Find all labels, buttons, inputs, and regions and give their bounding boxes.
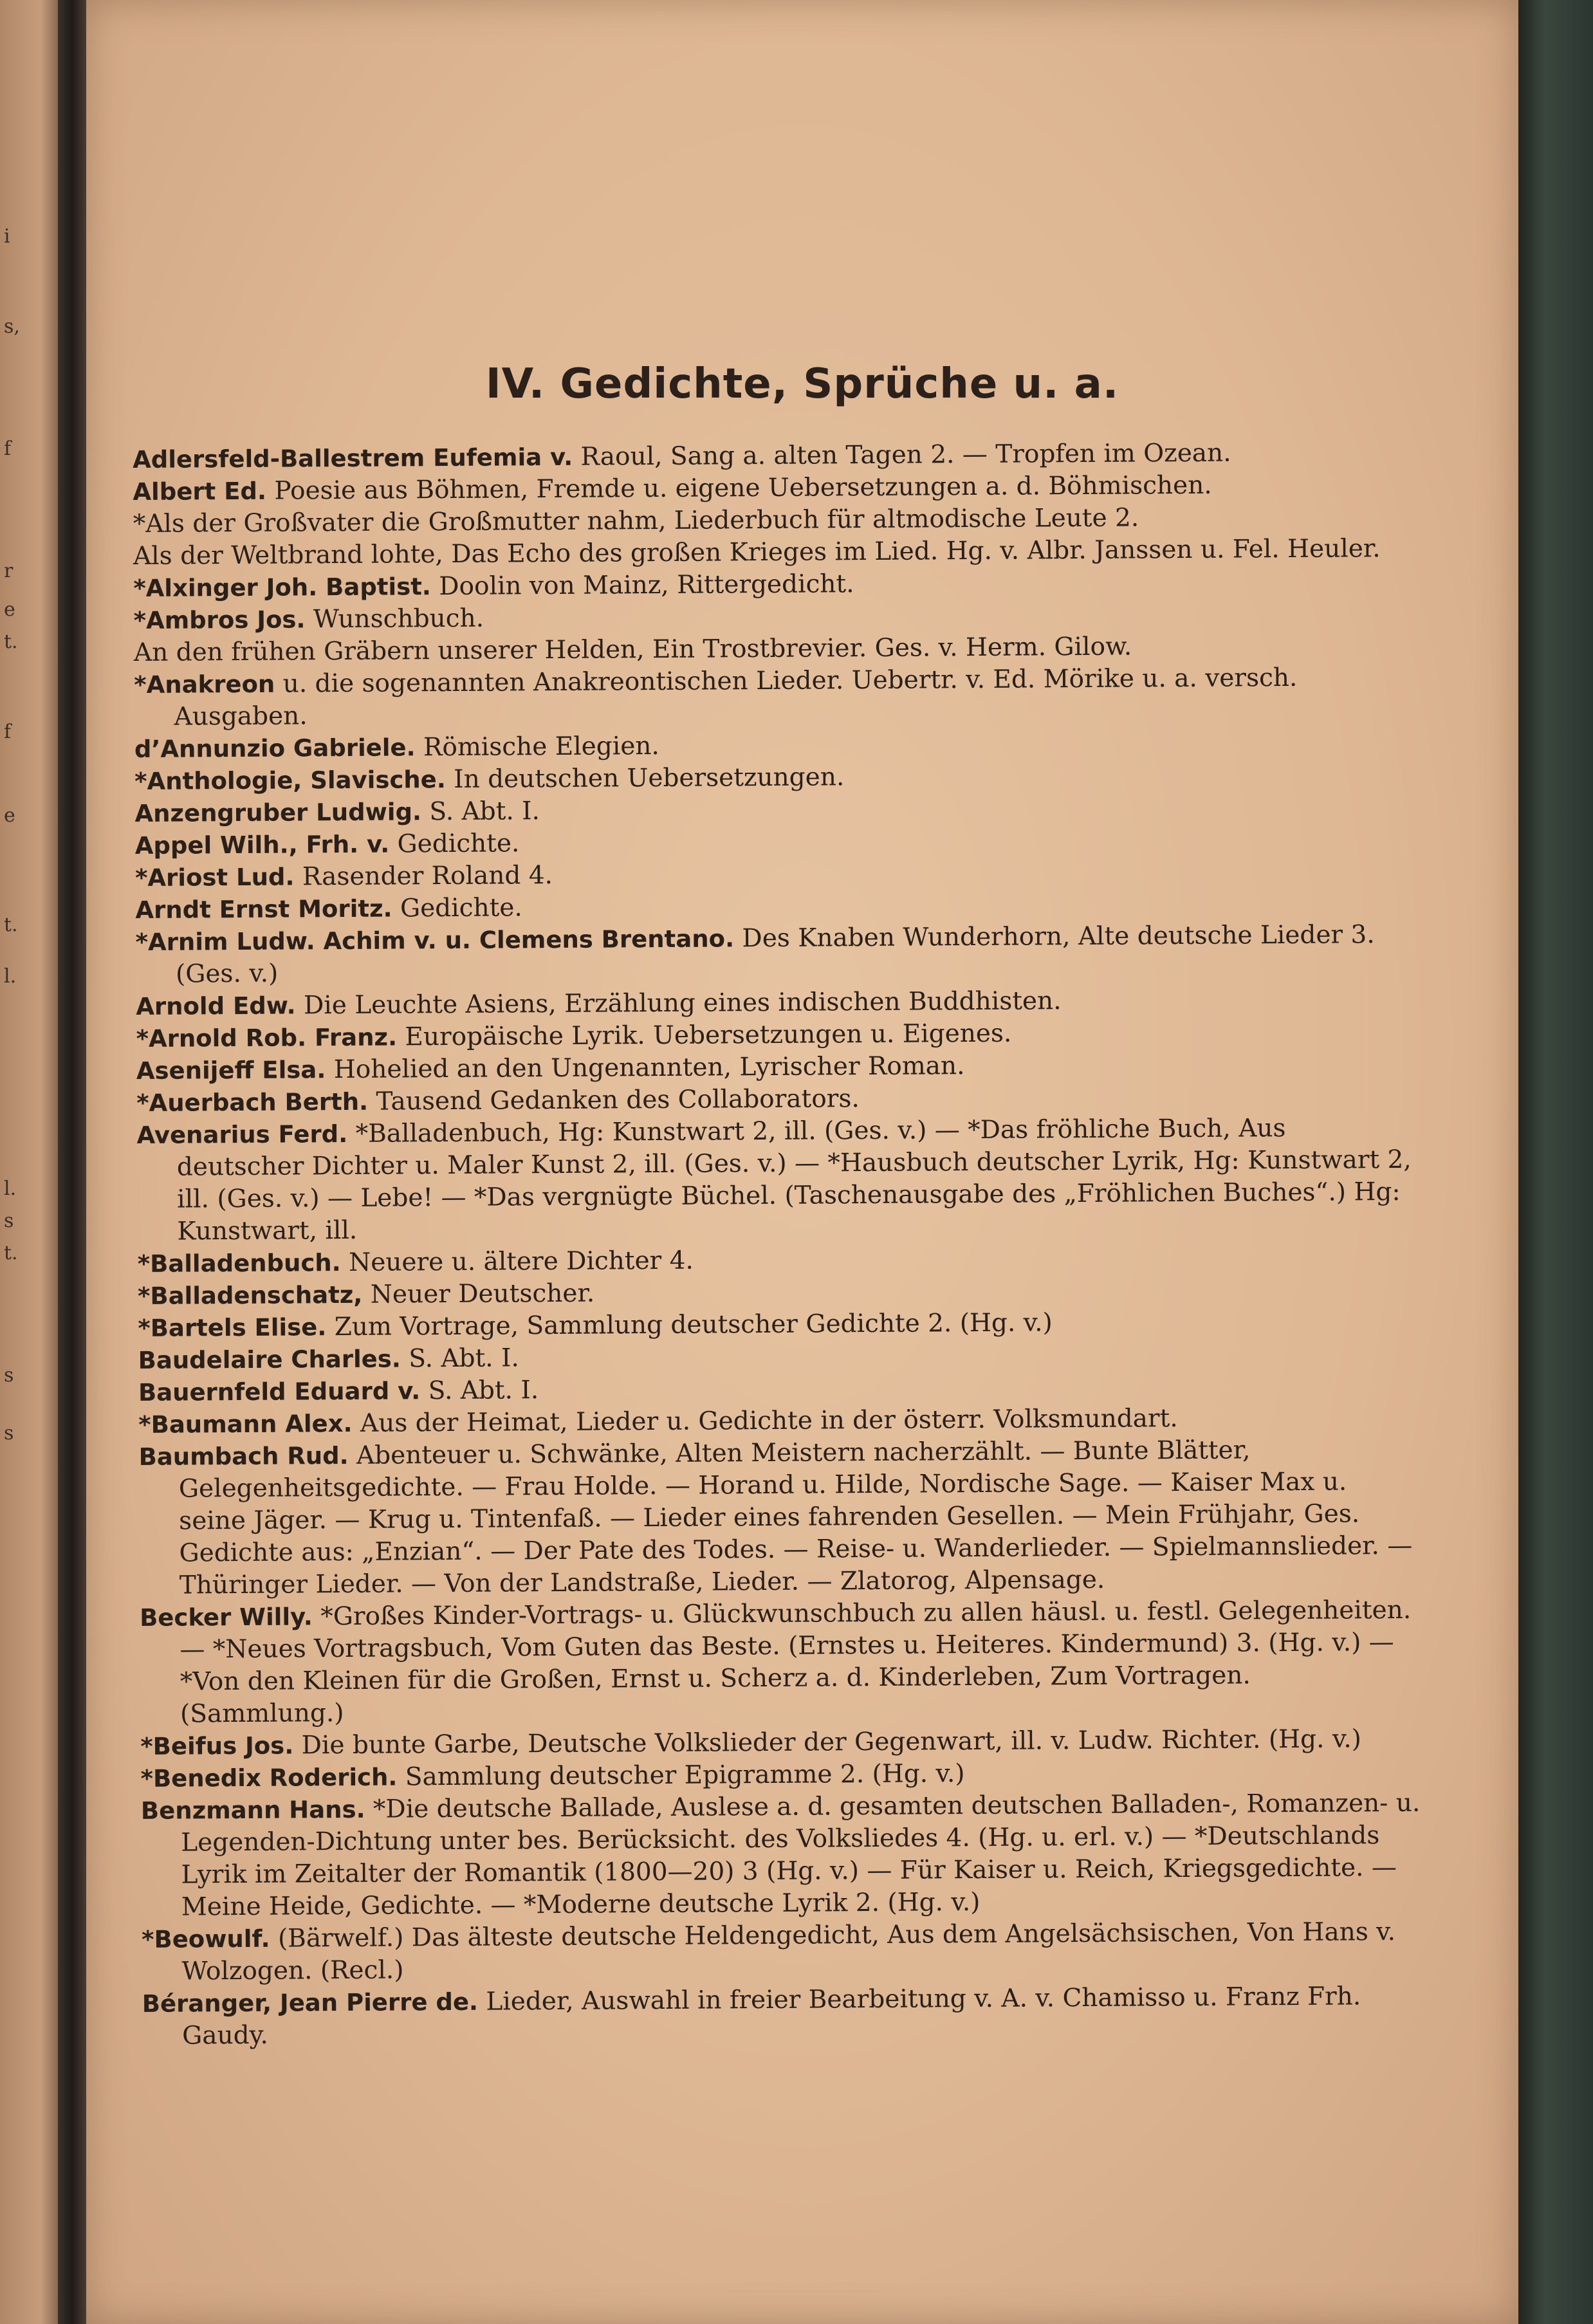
bibliography-entry [140,1594,1421,1731]
bibliography-entry [136,919,1417,991]
entry-author: *Balladenbuch. [137,1249,341,1278]
entry-text: Gedichte. [392,893,522,923]
entry-text: (Bärwelf.) Das älteste deutsche Heldengedicht, Aus dem Angelsächsischen, Von Hans v. Wolzogen. (Recl.) [181,1917,1396,1986]
entry-author: Avenarius Ferd. [136,1120,348,1149]
entry-author: Baumbach Rud. [138,1441,349,1471]
entry-author: Becker Willy. [140,1603,313,1632]
entry-text: S. Abt. I. [421,797,540,827]
entry-author: *Alxinger Joh. Baptist. [133,573,432,602]
margin-mark: r [4,560,14,582]
entry-text: Zum Vortrage, Sammlung deutscher Gedichte 2. (Hg. v.) [326,1308,1053,1342]
entry-text: Abenteuer u. Schwänke, Alten Meistern nacherzählt. — Bunte Blätter, Gelegenheitsgedichte. — Frau Holde. — Horand u. Hilde, Nordische Sage. — Kaiser Max u. seine Jäger. — Krug u. Tintenfaß. — Lieder eines fahrenden Gesellen. — Mein Frühjahr, Ges. Gedichte aus: „Enzian“. — Der Pate des Todes. — Reise- u. Wanderlieder. — Spielmannslieder. — Thüringer Lieder. — Von der Landstraße, Lieder. — Zlatorog, Alpensage. [178,1435,1413,1600]
entry-author: Asenijeff Elsa. [136,1056,326,1085]
entry-text: Aus der Heimat, Lieder u. Gedichte in der österr. Volksmundart. [352,1404,1178,1438]
entry-author: *Beifus Jos. [140,1731,294,1760]
entry-text: Raoul, Sang a. alten Tagen 2. — Tropfen im Ozean. [573,438,1231,472]
margin-mark: t. [4,631,18,653]
entry-text: Als der Weltbrand lohte, Das Echo des großen Krieges im Lied. Hg. v. Albr. Janssen u. Fel. Heuler. [133,534,1381,571]
entry-text: Wunschbuch. [305,604,484,634]
book-gutter [58,0,86,2324]
entry-author: *Bartels Elise. [138,1313,327,1342]
bibliography-entry [136,1112,1417,1248]
entry-text: In deutschen Uebersetzungen. [445,762,845,795]
entry-author: Appel Wilh., Frh. v. [134,830,390,860]
margin-mark: l. [4,1177,17,1200]
entry-author: *Baumann Alex. [138,1409,353,1439]
margin-mark: t. [4,914,18,936]
margin-mark: s [4,1364,14,1387]
entry-author: Adlersfeld-Ballestrem Eufemia v. [133,443,573,474]
margin-mark: s, [4,315,20,338]
entry-text: Sammlung deutscher Epigramme 2. (Hg. v.) [397,1759,965,1792]
entry-text: S. Abt. I. [420,1376,539,1406]
entry-text: *Großes Kinder-Vortrags- u. Glückwunschbuch zu allen häusl. u. festl. Gelegenheiten. — *Neues Vortragsbuch, Vom Guten das Beste. (Ernstes u. Heiteres. Kindermund) 3. (Hg. v.) — *Von den Kleinen für die Großen, Ernst u. Scherz a. d. Kinderleben, Zum Vortragen. (Sammlung.) [180,1595,1412,1729]
entry-text: Neuere u. ältere Dichter 4. [340,1246,694,1278]
entry-text: Doolin von Mainz, Rittergedicht. [430,569,854,602]
entry-author: *Anakreon [134,670,275,699]
entry-author: Arnold Edw. [136,991,296,1020]
bibliography-entry [141,1787,1422,1924]
entry-text: Europäische Lyrik. Uebersetzungen u. Eigenes. [396,1019,1012,1052]
entry-text: Neuer Deutscher. [362,1278,595,1309]
margin-mark: i [4,225,10,248]
bibliography-entry [142,1980,1423,2052]
margin-mark: e [4,804,15,827]
entry-text: Rasender Roland 4. [294,861,553,892]
entry-author: *Ariost Lud. [134,863,295,892]
entry-author: d’Annunzio Gabriele. [134,733,416,763]
bibliography-entry [142,1916,1423,1988]
entry-author: *Arnold Rob. Franz. [136,1023,398,1053]
entry-author: Anzengruber Ludwig. [134,798,422,827]
margin-mark: e [4,598,15,621]
entry-author: Bauernfeld Eduard v. [138,1377,421,1406]
margin-mark: s [4,1422,14,1444]
entry-text: *Die deutsche Ballade, Auslese a. d. gesamten deutschen Balladen-, Romanzen- u. Legenden-Dichtung unter bes. Berücksicht. des Volksliedes 4. (Hg. u. erl. v.) — *Deutschlands Lyrik im Zeitalter der Romantik (1800—20) 3 (Hg. v.) — Für Kaiser u. Reich, Kriegsgedichte. — Meine Heide, Gedichte. — *Moderne deutsche Lyrik 2. (Hg. v.) [181,1788,1421,1922]
bibliography-entry [134,661,1415,733]
margin-mark: t. [4,1242,18,1264]
entry-text: Lieder, Auswahl in freier Bearbeitung v. A. v. Chamisso u. Franz Frh. Gaudy. [181,1982,1361,2051]
entry-text: u. die sogenannten Anakreontischen Lieder. Uebertr. v. Ed. Mörike u. a. versch. Ausgaben. [174,663,1298,732]
entry-text: Poesie aus Böhmen, Fremde u. eigene Uebersetzungen a. d. Böhmischen. [266,470,1212,506]
book-cover-edge [1518,0,1593,2324]
entry-author: Albert Ed. [133,477,267,506]
entry-text: An den frühen Gräbern unserer Helden, Ein Trostbrevier. Ges. v. Herm. Gilow. [133,632,1132,667]
entry-author: Arndt Ernst Moritz. [135,894,392,924]
entry-author: *Anthologie, Slavische. [134,766,446,795]
entry-text: Die Leuchte Asiens, Erzählung eines indischen Buddhisten. [295,986,1062,1020]
margin-mark: l. [4,965,17,988]
entry-text: Des Knaben Wunderhorn, Alte deutsche Lieder 3. (Ges. v.) [175,920,1375,989]
entry-list [133,436,1423,2052]
entry-text: Tausend Gedanken des Collaborators. [368,1084,860,1116]
bibliography-entry [138,1434,1419,1602]
margin-mark: f [4,438,12,460]
entry-text: Römische Elegien. [415,732,659,762]
entry-author: Baudelaire Charles. [138,1345,401,1374]
entry-text: Gedichte. [389,829,520,859]
entry-text: *Als der Großvater die Großmutter nahm, Liederbuch für altmodische Leute 2. [133,503,1139,539]
entry-author: *Benedix Roderich. [140,1763,398,1793]
entry-author: *Beowulf. [142,1924,270,1953]
entry-author: *Auerbach Berth. [136,1087,369,1117]
entry-author: Benzmann Hans. [140,1795,365,1825]
entry-author: *Balladenschatz, [137,1280,363,1310]
entry-text: Die bunte Garbe, Deutsche Volkslieder der Gegenwart, ill. v. Ludw. Richter. (Hg. v.) [293,1724,1362,1760]
adjacent-page-edge [0,0,58,2324]
entry-text: S. Abt. I. [400,1343,519,1374]
entry-author: *Arnim Ludw. Achim v. u. Clemens Brentano. [135,925,735,956]
margin-mark: s [4,1210,14,1232]
entry-text: Hohelied an den Ungenannten, Lyrischer Roman. [326,1051,965,1085]
section-title: IV. Gedichte, Sprüche u. a. [485,360,1119,408]
entry-text: *Balladenbuch, Hg: Kunstwart 2, ill. (Ges. v.) — *Das fröhliche Buch, Aus deutscher Dichter u. Maler Kunst 2, ill. (Ges. v.) — *Hausbuch deutscher Lyrik, Hg: Kunstwart 2, ill. (Ges. v.) — Lebe! — *Das vergnügte Büchel. (Taschenausgabe des „Fröhlichen Buches“.) Hg: Kunstwart, ill. [176,1114,1412,1246]
margin-mark: f [4,721,12,743]
entry-author: Béranger, Jean Pierre de. [142,1987,479,2018]
entry-author: *Ambros Jos. [133,605,306,634]
